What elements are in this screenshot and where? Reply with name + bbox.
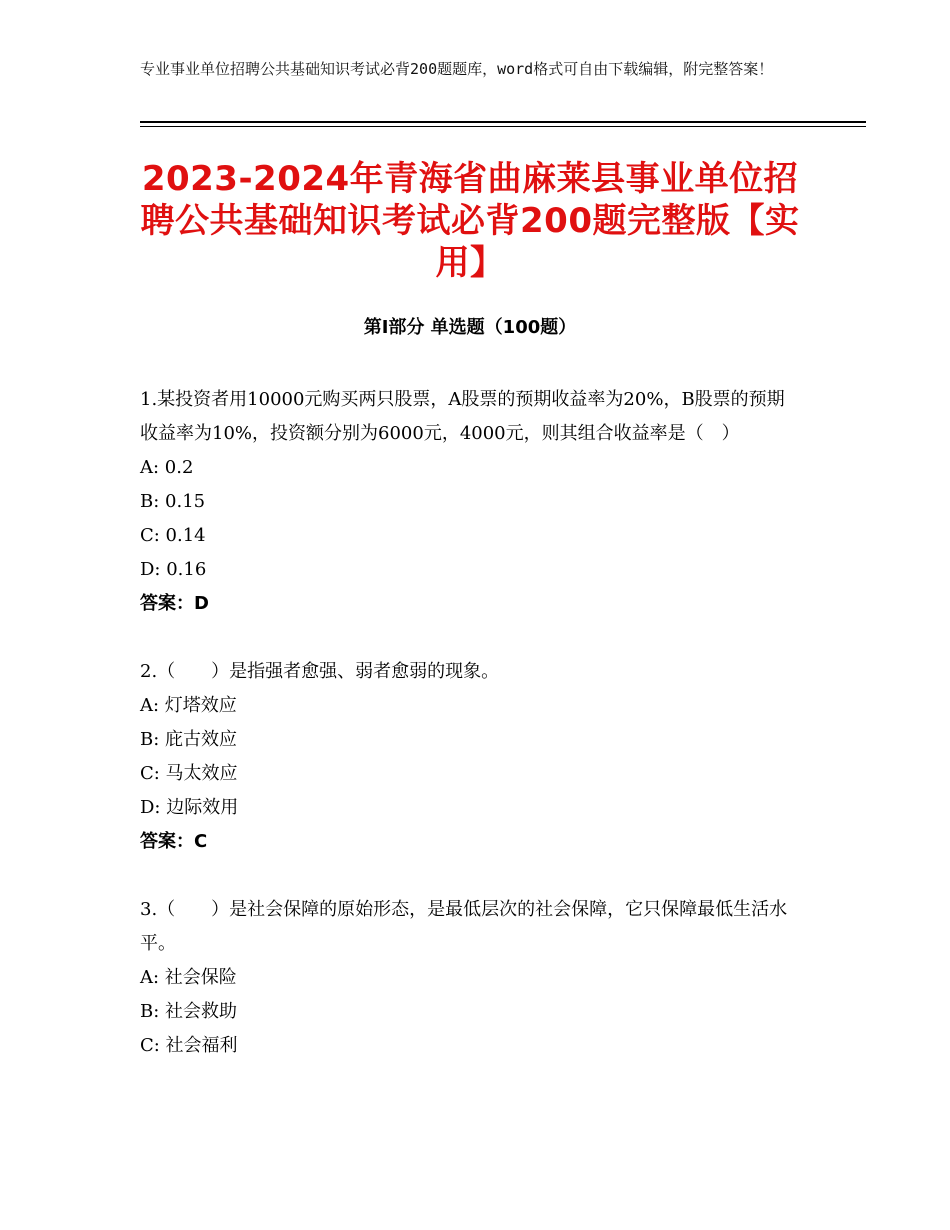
- option-a: A: 0.2: [140, 457, 194, 478]
- option-c: C: 马太效应: [140, 763, 238, 784]
- question-stem: 2.（ ）是指强者愈强、弱者愈弱的现象。: [140, 661, 500, 682]
- option-d: D: 边际效用: [140, 797, 239, 818]
- option-d: D: 0.16: [140, 559, 207, 580]
- answer-label: 答案：D: [140, 593, 209, 614]
- option-c: C: 社会福利: [140, 1035, 238, 1056]
- answer-label: 答案：C: [140, 831, 208, 852]
- question-stem: 1.某投资者用10000元购买两只股票，A股票的预期收益率为20%，B股票的预期收益率为10%，投资额分别为6000元，4000元，则其组合收益率是（ ）: [140, 389, 785, 444]
- question-3: [140, 893, 800, 1063]
- option-b: B: 庇古效应: [140, 729, 238, 750]
- header-note: 专业事业单位招聘公共基础知识考试必背200题题库，word格式可自由下载编辑，附完整答案！: [140, 60, 774, 78]
- section-title: 第Ⅰ部分 单选题（100题）: [363, 317, 577, 338]
- question-1: [140, 383, 800, 621]
- header-rule-thick: [140, 121, 866, 123]
- option-a: A: 灯塔效应: [140, 695, 237, 716]
- header-rule-thin: [140, 126, 866, 127]
- option-b: B: 0.15: [140, 491, 206, 512]
- option-b: B: 社会救助: [140, 1001, 238, 1022]
- option-a: A: 社会保险: [140, 967, 237, 988]
- option-c: C: 0.14: [140, 525, 206, 546]
- question-2: [140, 655, 800, 859]
- document-title: 2023-2024年青海省曲麻莱县事业单位招聘公共基础知识考试必背200题完整版【实用】: [140, 159, 800, 283]
- question-stem: 3.（ ）是社会保障的原始形态，是最低层次的社会保障，它只保障最低生活水平。: [140, 899, 788, 954]
- question-list: [140, 383, 800, 1097]
